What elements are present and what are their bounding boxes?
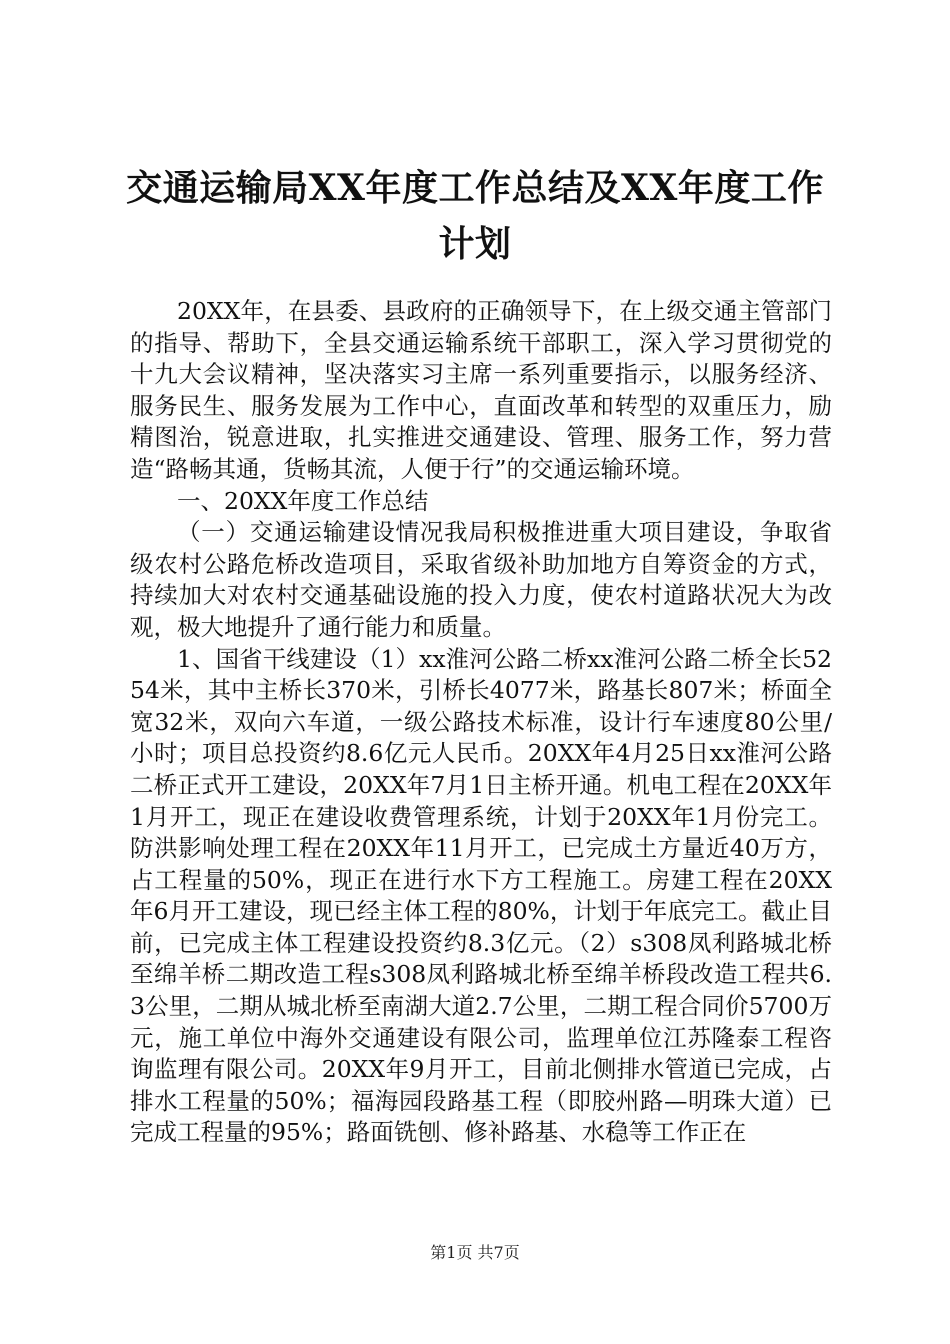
document-body — [130, 296, 832, 1149]
page-number: 第1页 共7页 — [430, 1243, 520, 1262]
section-heading: 一、20XX年度工作总结 — [177, 486, 429, 515]
document-title: 交通运输局XX年度工作总结及XX年度工作计划 — [126, 167, 824, 265]
intro-paragraph: 20XX年，在县委、县政府的正确领导下，在上级交通主管部门的指导、帮助下，全县交通运输系统干部职工，深入学习贯彻党的十九大会议精神，坚决落实习主席一系列重要指示，以服务经济、服务民生、服务发展为工作中心，直面改革和转型的双重压力，励精图治，锐意进取，扎实推进交通建设、管理、服务工作，努力营造“路畅其通，货畅其流，人便于行”的交通运输环境。 — [130, 297, 832, 483]
subsection-paragraph: （一）交通运输建设情况我局积极推进重大项目建设，争取省级农村公路危桥改造项目，采取省级补助加地方自筹资金的方式，持续加大对农村交通基础设施的投入力度，使农村道路状况大为改观，极大地提升了通行能力和质量。 — [130, 518, 832, 641]
detail-paragraph: 1、国省干线建设（1）xx淮河公路二桥xx淮河公路二桥全长5254米，其中主桥长370米，引桥长4077米，路基长807米；桥面全宽32米，双向六车道，一级公路技术标准，设计行车速度80公里/小时；项目总投资约8.6亿元人民币。20XX年4月25日xx淮河公路二桥正式开工建设，20XX年7月1日主桥开通。机电工程在20XX年1月开工，现正在建设收费管理系统，计划于20XX年1月份完工。防洪影响处理工程在20XX年11月开工，已完成土方量近40万方，占工程量的50%，现正在进行水下方工程施工。房建工程在20XX年6月开工建设，现已经主体工程的80%，计划于年底完工。截止目前，已完成主体工程建设投资约8.3亿元。（2）s308凤利路城北桥至绵羊桥二期改造工程s308凤利路城北桥至绵羊桥段改造工程共6.3公里，二期从城北桥至南湖大道2.7公里，二期工程合同价5700万元，施工单位中海外交通建设有限公司，监理单位江苏隆泰工程咨询监理有限公司。20XX年9月开工，目前北侧排水管道已完成，占排水工程量的50%；福海园段路基工程（即胶州路—明珠大道）已完成工程量的95%；路面铣刨、修补路基、水稳等工作正在 — [130, 644, 832, 1147]
